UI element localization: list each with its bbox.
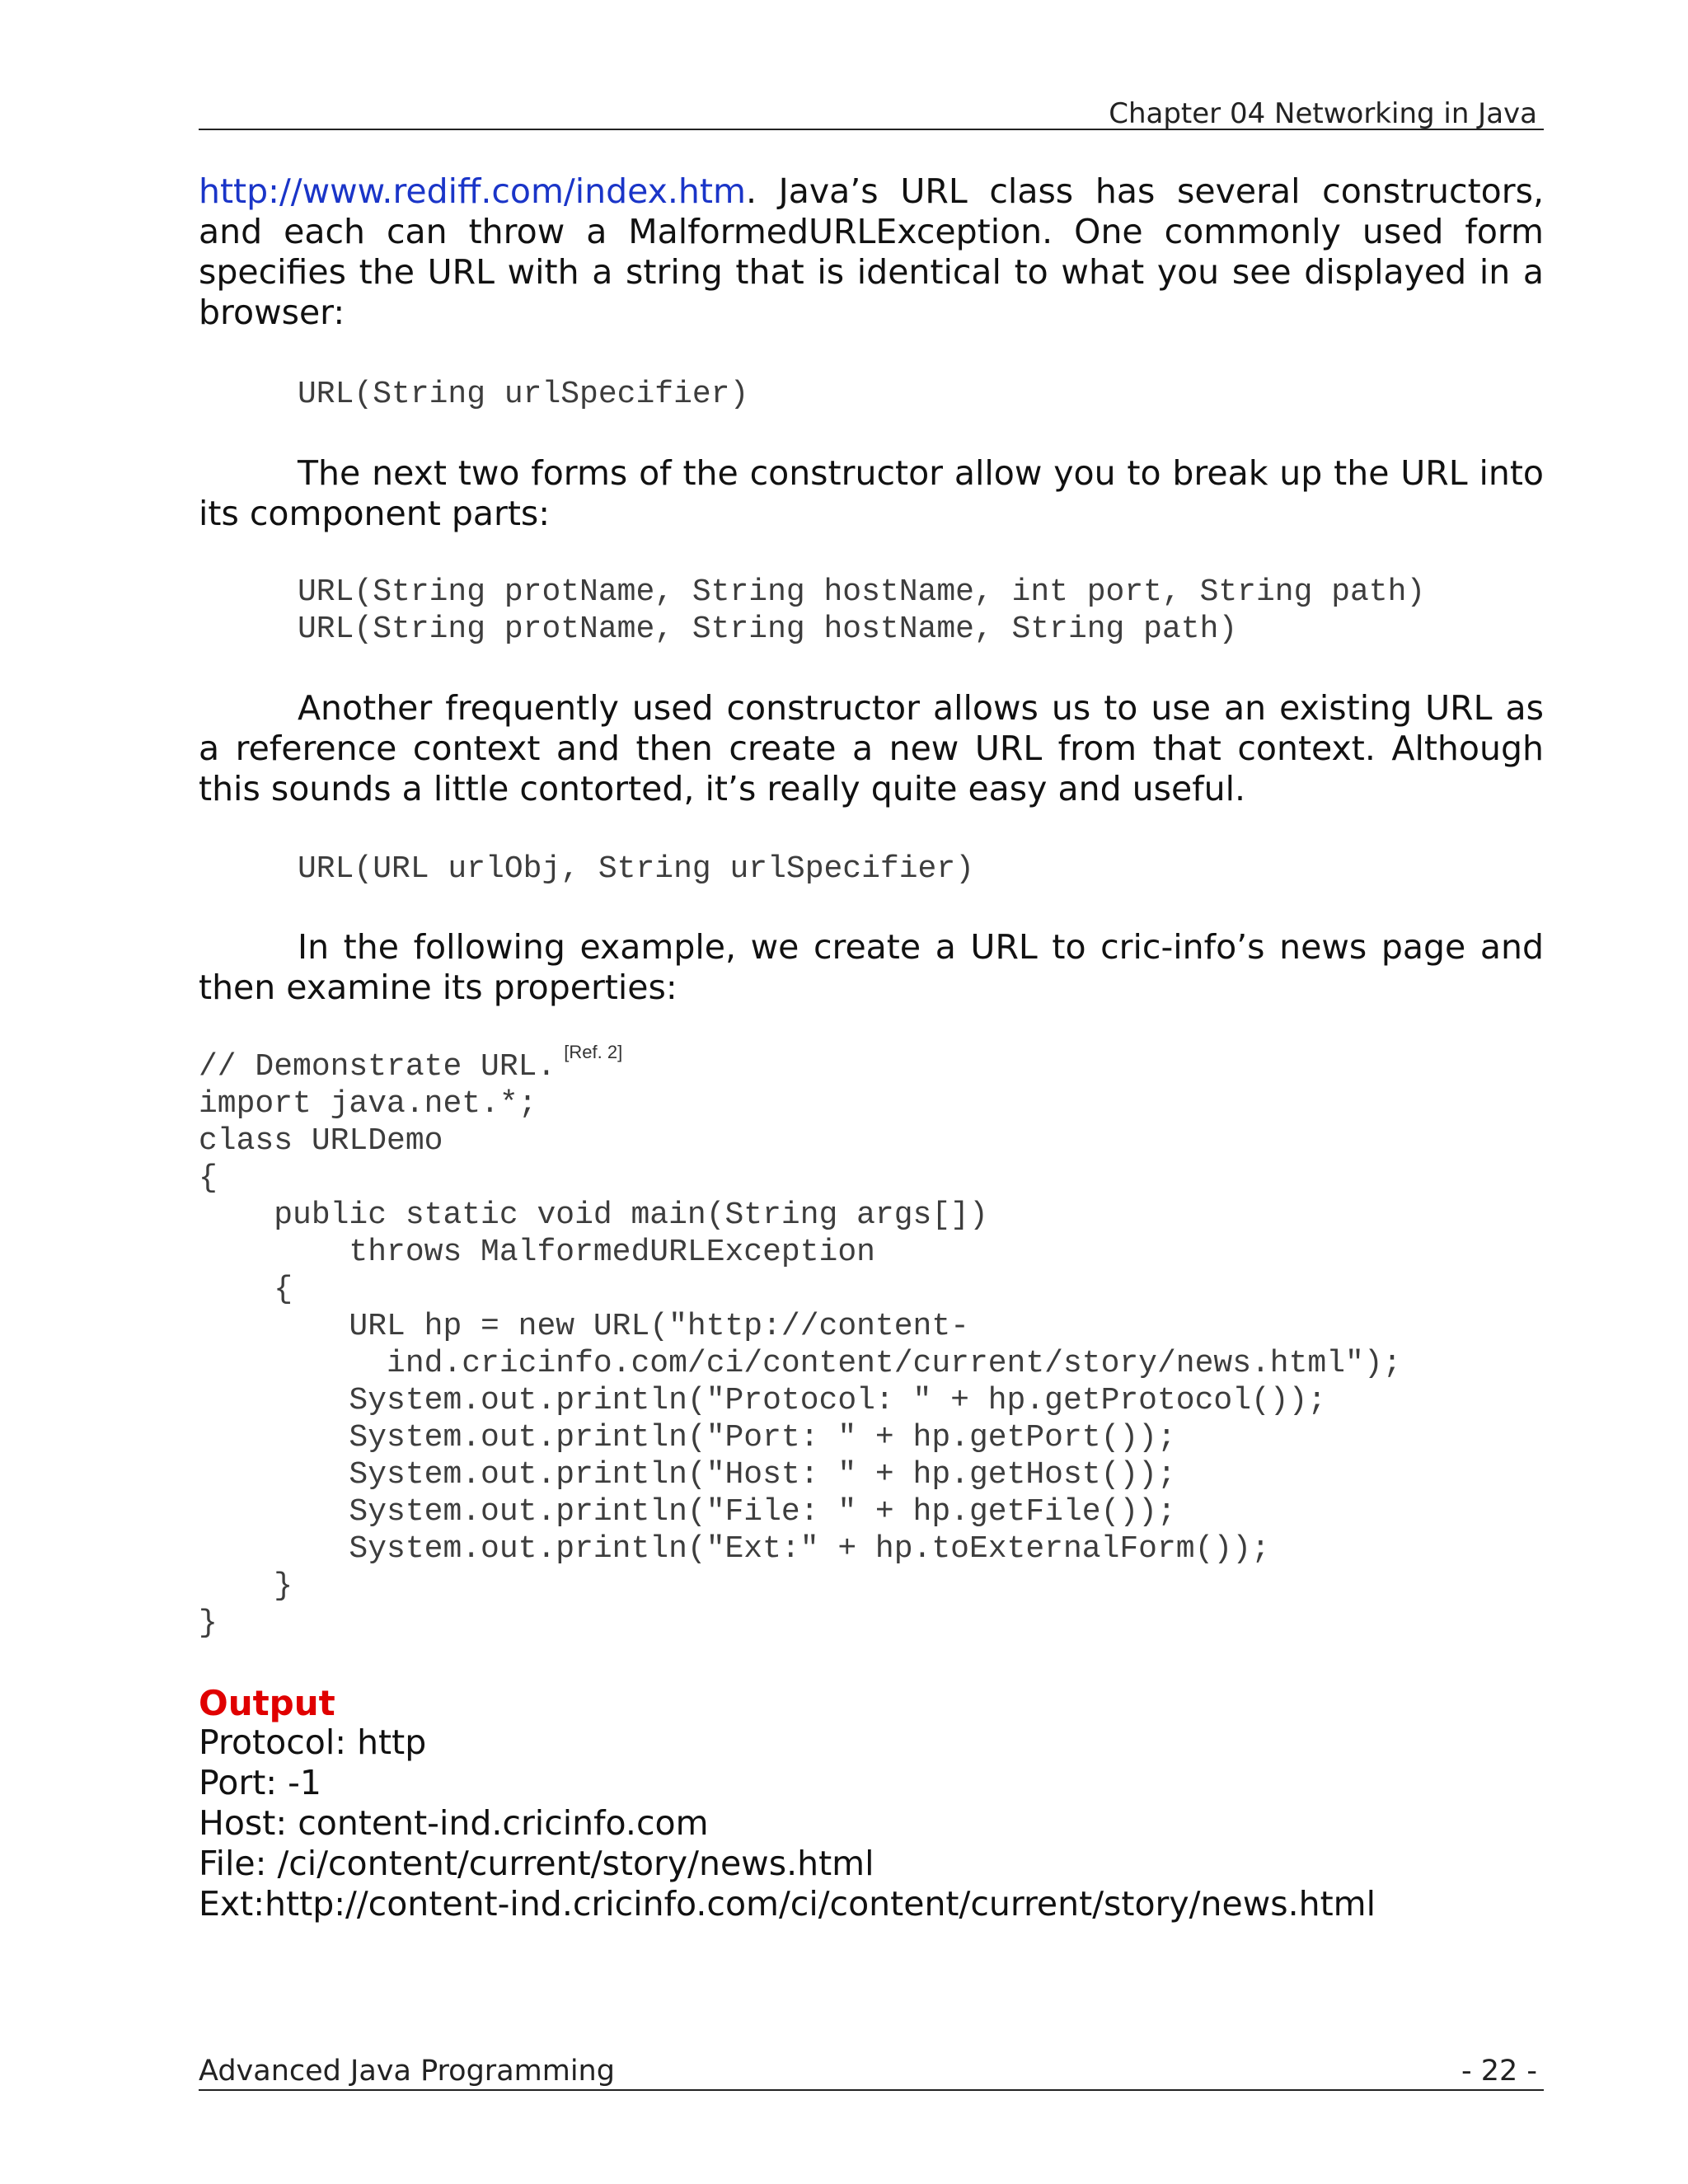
page-header [199,97,1544,130]
book-title: Advanced Java Programming [199,2055,615,2088]
constructor-code-2b: URL(String protName, String hostName, String path) [298,612,1238,647]
output-line: Port: -1 [199,1763,322,1802]
code-line: { [199,1272,293,1307]
code-line: System.out.println("Host: " + hp.getHost()); [199,1457,1176,1493]
paragraph-example-intro: In the following example, we create a URL to cric-info’s news page and then examine its properties: [199,927,1544,1007]
code-line: System.out.println("Ext:" + hp.toExternalForm()); [199,1531,1270,1567]
constructor-code-2a: URL(String protName, String hostName, int port, String path) [298,574,1426,610]
code-line: class URLDemo [199,1123,443,1159]
rediff-link[interactable]: http://www.rediff.com/index.htm [199,171,746,211]
code-comment-line [199,1042,623,1087]
code-line: throws MalformedURLException [199,1235,875,1270]
paragraph-component-parts: The next two forms of the constructor allow you to break up the URL into its component parts: [199,453,1544,533]
code-line: } [199,1568,293,1604]
constructor-code-1: URL(String urlSpecifier) [298,377,749,412]
page-footer [199,2050,1544,2091]
output-line: Host: content-ind.cricinfo.com [199,1803,709,1843]
intro-paragraph [199,171,1544,333]
code-line: URL hp = new URL("http://content- [199,1309,969,1344]
reference-superscript: [Ref. 2] [564,1042,623,1062]
chapter-title: Chapter 04 Networking in Java [1109,97,1537,130]
code-comment: // Demonstrate URL. [199,1049,556,1085]
output-line: Ext:http://content-ind.cricinfo.com/ci/content/current/story/news.html [199,1884,1376,1924]
code-line: } [199,1605,218,1641]
output-line: File: /ci/content/current/story/news.html [199,1844,874,1883]
code-line: { [199,1160,218,1196]
output-heading: Output [199,1683,335,1723]
output-line: Protocol: http [199,1722,427,1762]
code-line: System.out.println("File: " + hp.getFile()); [199,1494,1176,1530]
page-number: - 22 - [1461,2055,1537,2088]
code-line: import java.net.*; [199,1086,537,1122]
code-line: System.out.println("Protocol: " + hp.getProtocol()); [199,1383,1327,1418]
intro-text: . Java’s URL class has several constructors, and each can throw a MalformedURLException. One commonly used form specifies the URL with a string that is identical to what you see displayed in a browser: [199,171,1544,332]
constructor-code-3: URL(URL urlObj, String urlSpecifier) [298,851,974,887]
code-line: public static void main(String args[]) [199,1197,988,1233]
paragraph-reference-context: Another frequently used constructor allows us to use an existing URL as a reference context and then create a new URL from that context. Although this sounds a little contorted, it’s really quite easy and useful. [199,688,1544,808]
code-line: ind.cricinfo.com/ci/content/current/story/news.html"); [199,1346,1402,1381]
page [199,0,1544,2184]
code-line: System.out.println("Port: " + hp.getPort()); [199,1420,1176,1455]
